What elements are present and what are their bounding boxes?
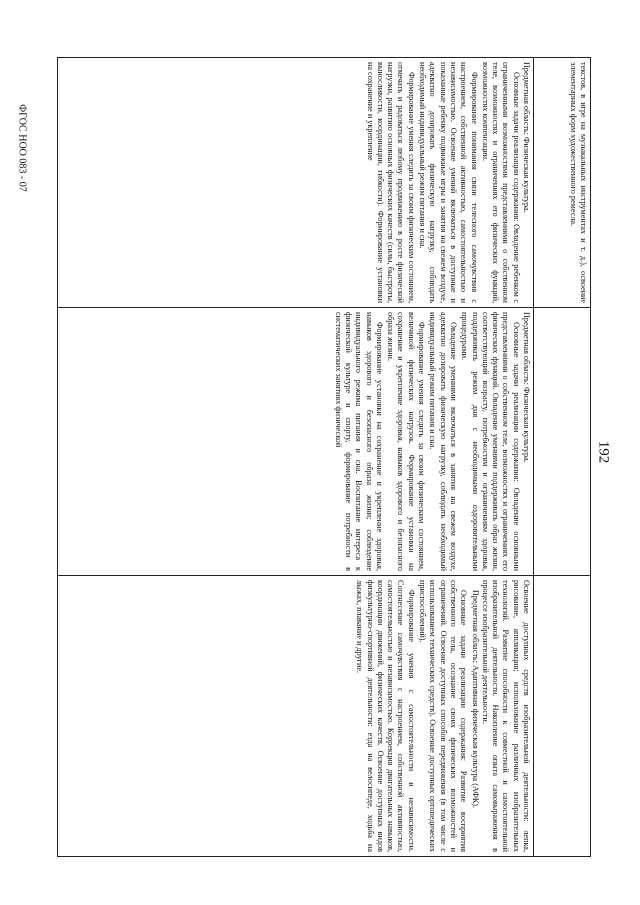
col3-para-1: Основные задачи реализации содержания: Развитие восприятия собственного тела, осознание своих физических возможностей и ограничений. Освоение доступных способов передвижения (в том числе с использованием технических средств). Освоение доступных ортопедических приспособлений). — [418, 580, 469, 852]
col2-para-1: Основные задачи реализации содержания: Овладение основными представлениями о собственном теле, возможностях и ограничениях его физических функций. Овладение умениями поддерживать образ жизни, соответствующий возрасту, потребностям и ограничениям здоровья, поддерживать режим дня с необходимыми оздоровительными процедурами. — [460, 312, 521, 571]
top-cell-left — [534, 58, 590, 308]
col3-para-2: Формирование умения с самостоятельности и независимости. Соотнесение самочувствия с настроением, собственной активностью, самостоятельностью и независимостью. Коррекция двигательных навыков, координации движений, физических качеств. Освоение доступных видов физкультурно-спортивной деятельности: езда на велосипеде, ходьба на лыжах, плавание и другие. — [355, 580, 416, 852]
top-cell-middle — [534, 308, 590, 576]
document-code: ФГОС НОО 083 - 07 — [16, 104, 28, 192]
column-3 — [58, 576, 533, 856]
standards-table — [57, 57, 591, 857]
column-2 — [58, 308, 533, 576]
page-number: 192 — [595, 440, 612, 464]
col2-para-2: Овладение умениями включаться в занятия на свежем воздухе, адекватно дозировать физическую нагрузку, соблюдать необходимый индивидуальный режим питания и сна. — [428, 312, 458, 571]
col2-heading: Предметная область: Физическая культура. — [522, 312, 531, 463]
rotated-table — [57, 57, 591, 857]
col1-para-3: Формирование умения следить за своим физическим состоянием, отмечать и радоваться любому продвижению в росте физической нагрузки, развитию основных физических качеств (силы, быстроты, выносливости, координации, гибкости). Формирование установки на сохранение и укрепление — [365, 62, 416, 303]
col3-heading: Предметная область: Адаптивная физическая культура (АФК). — [470, 590, 480, 809]
col3-intro: Освоение доступных средств изобразительной деятельности: лепка, рисование, аппликация; использование различных изобразительных технологий. Развитие способности к совместной и самостоятельной изобразительной деятельности. Накопление опыта самовыражения в процессе изобразительной деятельности. — [480, 580, 531, 852]
col1-para-1: Основные задачи реализации содержания: Овладение ребенком с ограниченными возможностями представлениями о собственном теле, возможностях и ограничениях его физических функций, возможностях компенсации. — [480, 62, 521, 303]
table-top-row — [533, 58, 590, 856]
top-left-text: текстов, в игре на музыкальных инструментах и т. д.), освоение элементарных форм художественного ремесла. — [568, 62, 588, 303]
column-1 — [58, 58, 533, 308]
col1-para-2: Формирование понимания связи телесного самочувствия с настроением, собственной активностью, самостоятельностью и независимостью. Освоение умений включаться в доступные и показанные ребенку подвижные игры и занятия на свежем воздухе, адекватно дозировать физическую нагрузку, соблюдать необходимый индивидуальный режим питания и сна. — [418, 62, 479, 303]
top-cell-right — [534, 576, 590, 856]
col1-heading: Предметная область: Физическая культура. — [522, 62, 531, 213]
col2-para-3: Формирование умения следить за своим физическим состоянием, величиной физических нагрузок. Формирование установки на сохранение и укрепление здоровья, навыков здорового и безопасного образа жизни. — [386, 312, 427, 571]
col2-para-4: Формирование установки на сохранение и укрепление здоровья, навыков здорового и безопасного образа жизни; соблюдение индивидуального режима питания и сна. Воспитание интереса к физической культуре и спорту, формирование потребности в систематических занятиях физической — [333, 312, 384, 571]
table-body-row — [58, 58, 533, 856]
